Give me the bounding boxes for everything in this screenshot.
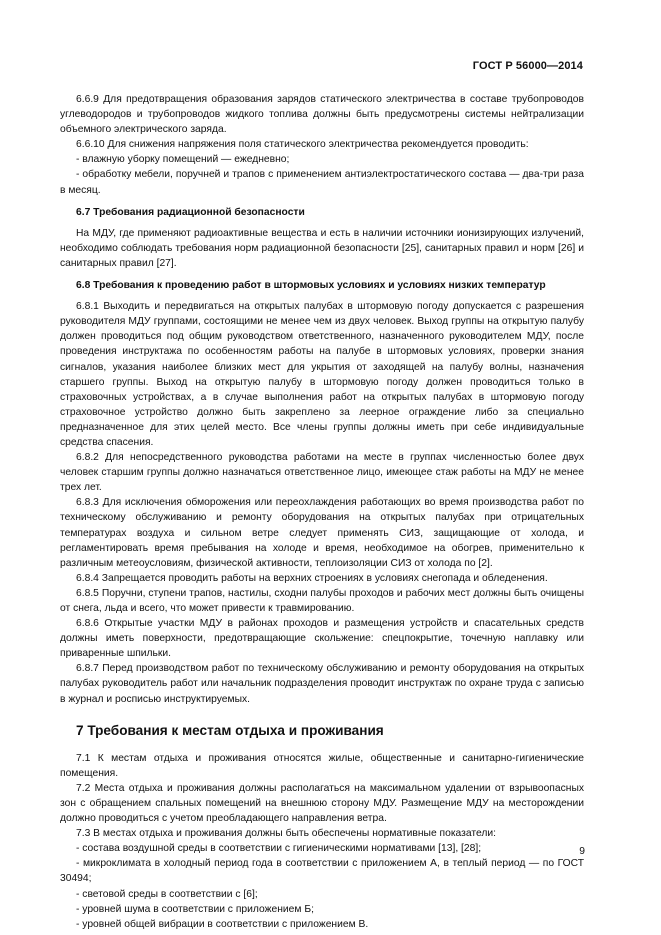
paragraph: 6.8.5 Поручни, ступени трапов, настилы, сходни палубы проходов и рабочих мест должны быть очищены от снега, льда и всего, что может привести к травмированию. <box>60 587 584 614</box>
standard-id: ГОСТ Р 56000—2014 <box>472 60 583 72</box>
paragraph: 6.8.1 Выходить и передвигаться на открытых палубах в штормовую погоду допускается с разрешения руководителя МДУ группами, состоящими не менее чем из двух человек. Выход группы на открытую палубу должен проводиться под общим руководством ответственного, назначенного руководителем МДУ, после проведения инструктажа по особенностям работы на палубе в штормовых условиях, проверки знания сигналов, указания наиболее близких мест для укрытия от заходящей на палубу волны, назначения старшего группы. Выход на открытую палубу в штормовую погоду должен проводиться только в страховочных устройствах, а в случае выполнения работ на открытых палубах в штормовую погоду страховочное устройство должно быть закреплено за леерное ограждение либо за специально предназначенное для этих целей место. Все члены группы должны иметь при себе индивидуальные средства спасения. <box>60 301 584 448</box>
page-number: 9 <box>579 846 585 857</box>
paragraph: На МДУ, где применяют радиоактивные вещества и есть в наличии источники ионизирующих излучений, необходимо соблюдать требования норм радиационной безопасности [25], санитарных правил и норм [26] и санитарных правил [27]. <box>60 227 584 269</box>
document-body <box>60 92 584 932</box>
section-heading: 6.7 Требования радиационной безопасности <box>76 206 305 218</box>
paragraph: 6.8.6 Открытые участки МДУ в районах проходов и размещения устройств и спасательных средств должны иметь поверхности, предотвращающие скольжение: спецпокрытие, точечную наплавку или приваренные шпильки. <box>60 618 584 660</box>
paragraph: 7.2 Места отдыха и проживания должны располагаться на максимальном удалении от взрывоопасных зон с обращением спальных помещений на внешнюю сторону МДУ. Размещение МДУ на месторождении должно проводиться с учетом преобладающего направления ветра. <box>60 782 584 825</box>
paragraph: 6.8.7 Перед производством работ по техническому обслуживанию и ремонту оборудования на открытых палубах руководитель работ или начальник подразделения проводит инструктаж по охране труда с записью в журнал и росписью инструктируемых. <box>60 663 584 705</box>
paragraph: 6.8.4 Запрещается проводить работы на верхних строениях в условиях снегопада и обледенения. <box>76 572 548 584</box>
paragraph: - световой среды в соответствии с [6]; <box>76 888 258 900</box>
paragraph: 6.8.2 Для непосредственного руководства работами на месте в группах численностью более двух человек старшим группы должно назначаться ответственное лицо, имеющее стаж работы на МДУ не менее трех лет. <box>60 452 584 494</box>
paragraph: - состава воздушной среды в соответствии с гигиеническими нормативами [13], [28]; <box>76 843 482 855</box>
paragraph: 6.8.3 Для исключения обморожения или переохлаждения работающих во время производства работ по техническому обслуживанию и ремонту оборудования на открытых палубах при отрицательных температурах воздуха и сильном ветре следует применять СИЗ, защищающие от холода, и регламентировать время пребывания на холоде и время, необходимое на обогрев, применительно к различным метеоусловиям, физической активности, теплоизоляции СИЗ от холода по [2]. <box>60 497 584 569</box>
paragraph: 6.6.9 Для предотвращения образования зарядов статического электричества в составе трубопроводов углеводородов и трубопроводов жидкого топлива должны быть предусмотрены системы нейтрализации объемного электрического заряда. <box>60 94 584 136</box>
paragraph: 7.3 В местах отдыха и проживания должны быть обеспечены нормативные показатели: <box>76 828 496 840</box>
paragraph: - влажную уборку помещений — ежедневно; <box>76 154 290 166</box>
section-heading: 6.8 Требования к проведению работ в штормовых условиях и условиях низких температур <box>76 280 546 292</box>
paragraph: 6.6.10 Для снижения напряжения поля статического электричества рекомендуется проводить: <box>76 139 529 151</box>
paragraph: - обработку мебели, поручней и трапов с применением антиэлектростатического состава — два-три раза в месяц. <box>60 169 584 196</box>
paragraph: - уровней общей вибрации в соответствии с приложением В. <box>76 918 369 930</box>
paragraph: - микроклимата в холодный период года в соответствии с приложением А, в теплый период — по ГОСТ 30494; <box>60 858 584 885</box>
paragraph: 7.1 К местам отдыха и проживания относятся жилые, общественные и санитарно-гигиенические помещения. <box>60 752 584 779</box>
paragraph: - уровней шума в соответствии с приложением Б; <box>76 903 314 915</box>
chapter-heading: 7 Требования к местам отдыха и проживания <box>76 722 384 738</box>
